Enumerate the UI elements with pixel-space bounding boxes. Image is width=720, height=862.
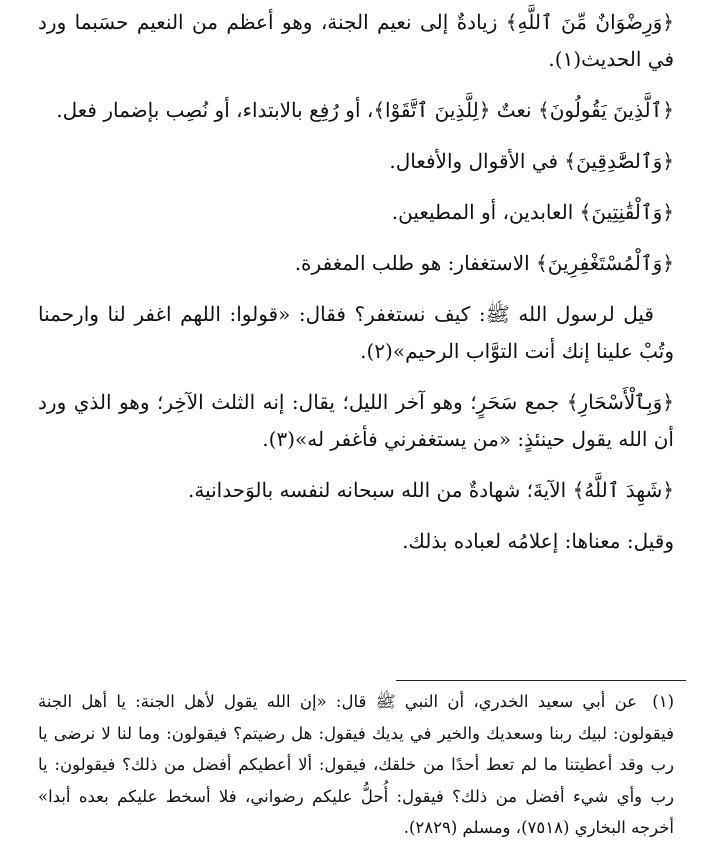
main-text — [38, 4, 674, 574]
paragraph-ashar: ﴿وَبِٱلْأَسْحَارِ﴾ جمع سَحَرٍ؛ وهو آخر الليل؛ يقال: إنه الثلث الآخِر؛ وهو الذي ورد أن الله يقول حينئذٍ: «من يستغفرني فأغفر له»(٣). — [38, 390, 674, 451]
paragraph-ridwan: ﴿وَرِضْوَانٌ مِّنَ ٱللَّهِ﴾ زيادةٌ إلى نعيم الجنة، وهو أعظم من النعيم حسَبما ورد في الحديث(١). — [38, 10, 674, 71]
paragraph-qanitin: ﴿وَٱلْقَٰنِتِينَ﴾ العابدين، أو المطيعين. — [391, 200, 674, 224]
paragraph-wa-qila: وقيل: معناها: إعلامُه لعباده بذلك. — [402, 529, 674, 553]
footnote-number: (١) — [652, 692, 674, 711]
footnote-1 — [38, 686, 674, 844]
footnote-text: عن أبي سعيد الخدري، أن النبي ﷺ قال: «إن الله يقول لأهل الجنة: يا أهل الجنة فيقولون: لبيك ربنا وسعديك والخير في يديك فيقول: هل رضيتم؟ فيقولون: وما لنا لا نرضى يا رب وقد أعطيتنا ما لم تعط أحدًا من خلقك، فيقول: ألا أعطيكم أفضل من ذلك؟ فيقولون: يا رب وأي شيء أفضل من ذلك؟ فيقول: أُحلُّ عليكم رضواني، فلا أسخط عليكم بعده أبدا» أخرجه البخاري (٧٥١٨)، ومسلم (٢٨٢٩). — [38, 692, 674, 837]
paragraph-istighfar-hadith: قيل لرسول الله ﷺ: كيف نستغفر؟ فقال: «قولوا: اللهم اغفر لنا وارحمنا وتُبْ علينا إنك أنت التوَّاب الرحيم»(٢). — [38, 302, 674, 363]
paragraph-mustaghfirin: ﴿وَٱلْمُسْتَغْفِرِينَ﴾ الاستغفار: هو طلب المغفرة. — [294, 251, 674, 275]
paragraph-alladhina-yaquluna: ﴿ٱلَّذِينَ يَقُولُونَ﴾ نعتٌ ﴿لِلَّذِينَ ٱتَّقَوْا﴾، أو رُفِع بالابتداء، أو نُصِب بإضمار فعل. — [56, 98, 674, 122]
paragraph-sadiqin: ﴿وَٱلصَّٰدِقِينَ﴾ في الأقوال والأفعال. — [389, 149, 674, 173]
paragraph-shahida-allah: ﴿شَهِدَ ٱللَّهُ﴾ الآيةَ؛ شهادةٌ من الله سبحانه لنفسه بالوَحدانية. — [187, 478, 674, 502]
footnote-divider — [396, 680, 686, 681]
